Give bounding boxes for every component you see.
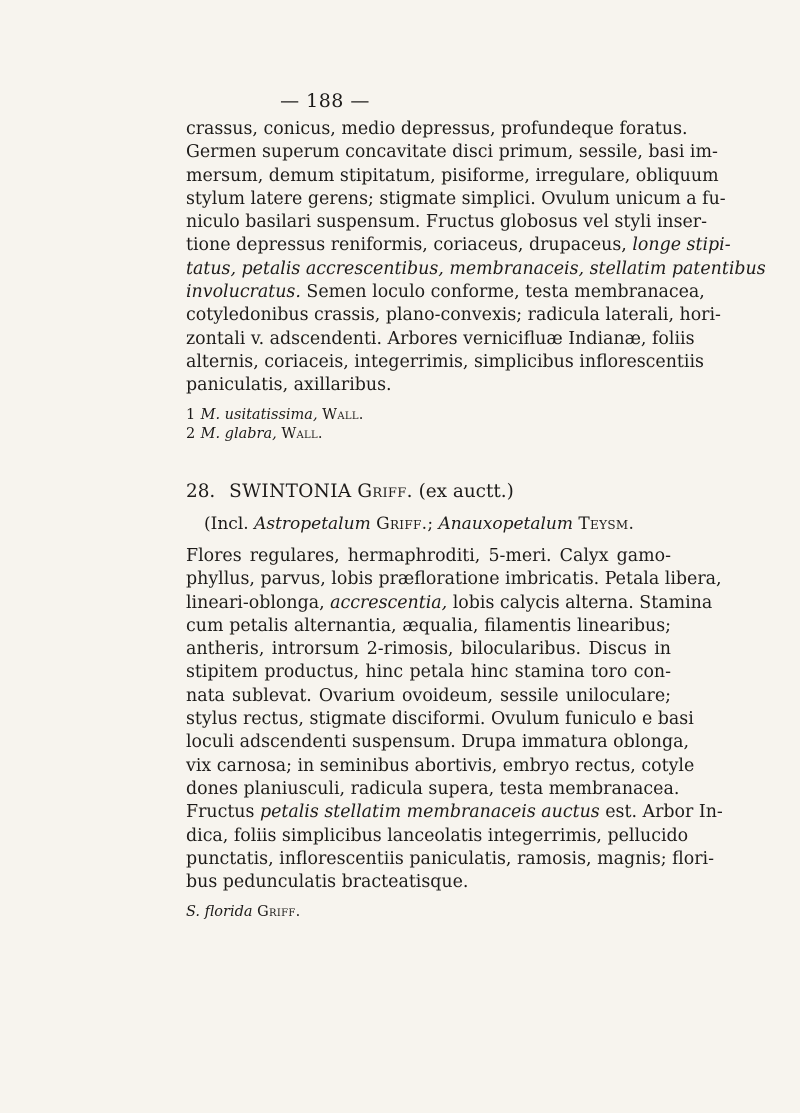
text-line: vix carnosa; in seminibus abortivis, embryo rectus, cotyle [186, 755, 695, 776]
text-line: cotyledonibus crassis, plano-convexis; radicula laterali, hori- [186, 305, 721, 326]
genus-number: 28. [186, 481, 216, 502]
synonym-author: Griff. [376, 514, 428, 534]
text-line: Flores regulares, hermaphroditi, 5-meri. Calyx gamo- [186, 546, 671, 566]
synonym-genus: Anauxopetalum [438, 514, 574, 534]
synonym-separator: ; [427, 514, 434, 534]
description-paragraph-1 [186, 118, 766, 398]
genus-heading-block [186, 480, 671, 535]
italic-segment: petalis accrescentibus, membranaceis, stellatim patentibus [241, 258, 766, 279]
italic-segment: accrescentia, [330, 592, 448, 613]
species-list-mangifera [186, 406, 671, 444]
text-line: stipitem productus, hinc petala hinc stamina toro con- [186, 662, 671, 683]
species-name: M. glabra, [200, 426, 277, 442]
text-line: punctatis, inflorescentiis paniculatis, ramosis, magnis; flori- [186, 848, 714, 869]
species-author: Wall. [322, 407, 364, 423]
incl-label: (Incl. [204, 514, 249, 534]
species-item [186, 425, 671, 444]
text-line: phyllus, parvus, lobis præfloratione imbricatis. Petala libera, [186, 569, 722, 590]
text-line: mersum, demum stipitatum, pisiforme, irregulare, obliquum [186, 165, 719, 186]
species-list-swintonia [186, 903, 671, 922]
genus-author: Griff. [357, 481, 413, 502]
italic-segment: longe stipi- [632, 235, 731, 256]
text-segment: lineari-oblonga, [186, 592, 325, 613]
species-name: S. florida [186, 904, 253, 920]
text-line: antheris, introrsum 2-rimosis, bilocularibus. Discus in [186, 639, 671, 660]
text-segment: Semen loculo conforme, testa membranacea, [306, 282, 705, 303]
description-paragraph-2 [186, 545, 723, 894]
genus-synonyms [204, 513, 671, 535]
genus-note: (ex auctt.) [418, 481, 514, 502]
text-line [186, 281, 705, 304]
text-line: cum petalis alternantia, æqualia, filamentis linearibus; [186, 615, 671, 636]
text-segment: lobis calycis alterna. Stamina [452, 592, 713, 613]
text-segment: tione depressus reniformis, coriaceus, drupaceus, [186, 235, 627, 256]
text-line: paniculatis, axillaribus. [186, 375, 392, 396]
text-line: bus pedunculatis bracteatisque. [186, 872, 469, 893]
species-item [186, 406, 671, 425]
species-author: Wall. [281, 426, 323, 442]
text-line: nata sublevat. Ovarium ovoideum, sessile uniloculare; [186, 685, 671, 706]
italic-segment: petalis stellatim membranaceis auctus [259, 802, 600, 823]
species-author: Griff. [257, 904, 301, 920]
text-line: crassus, conicus, medio depressus, profundeque foratus. [186, 119, 688, 139]
text-line: stylus rectus, stigmate disciformi. Ovulum funiculo e basi [186, 709, 694, 730]
text-segment: est. Arbor In- [605, 802, 723, 823]
genus-name: SWINTONIA [229, 481, 352, 502]
species-name: M. usitatissima, [200, 407, 318, 423]
species-number: 2 [186, 426, 196, 442]
text-line: stylum latere gerens; stigmate simplici. Ovulum unicum a fu- [186, 188, 726, 209]
page-number: — 188 — [280, 90, 370, 112]
text-line: Germen superum concavitate disci primum, sessile, basi im- [186, 142, 718, 163]
text-segment: Fructus [186, 802, 255, 823]
text-line: loculi adscendenti suspensum. Drupa immatura oblonga, [186, 732, 689, 753]
species-item [186, 903, 671, 922]
italic-segment: involucratus. [186, 282, 301, 303]
text-line [186, 592, 713, 615]
synonym-author: Teysm. [578, 514, 635, 534]
synonym-genus: Astropetalum [254, 514, 371, 534]
species-number: 1 [186, 407, 196, 423]
text-line [186, 234, 731, 257]
text-line: dones planiusculi, radicula supera, testa membranacea. [186, 778, 680, 799]
italic-segment: tatus, [186, 258, 236, 279]
text-line [186, 801, 723, 824]
text-line: dica, foliis simplicibus lanceolatis integerrimis, pellucido [186, 825, 689, 846]
text-line: alternis, coriaceis, integerrimis, simplicibus inflorescentiis [186, 351, 704, 372]
text-line: zontali v. adscendenti. Arbores vernicifluæ Indianæ, foliis [186, 328, 695, 349]
genus-heading [186, 480, 671, 504]
text-line: niculo basilari suspensum. Fructus globosus vel styli inser- [186, 212, 707, 233]
text-line [186, 258, 766, 281]
